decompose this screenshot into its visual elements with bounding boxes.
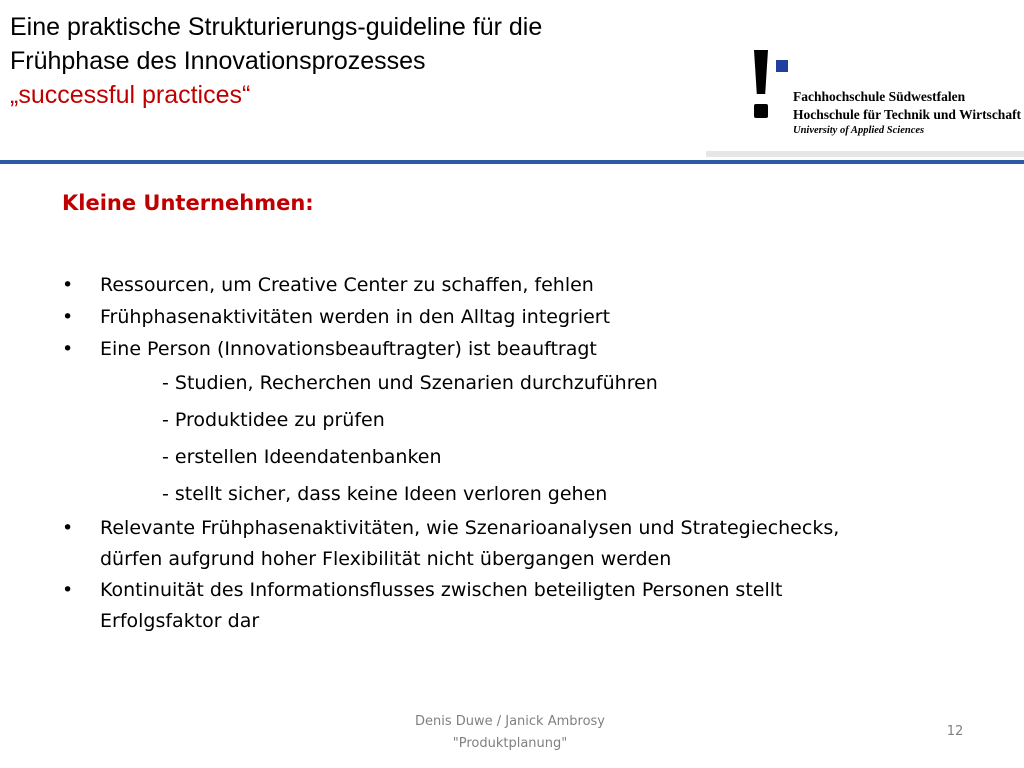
university-logo-text	[793, 88, 1024, 138]
list-item: • Ressourcen, um Creative Center zu schaffen, fehlen	[62, 269, 962, 301]
sub-list-item: - stellt sicher, dass keine Ideen verloren gehen	[162, 483, 608, 505]
footer-subject-line: "Produktplanung"	[452, 736, 568, 751]
slide-title	[10, 10, 710, 112]
sub-list-item: - Produktidee zu prüfen	[162, 409, 385, 431]
sub-list-item: - Studien, Recherchen und Szenarien durchzuführen	[162, 372, 658, 394]
list-item: • Eine Person (Innovationsbeauftragter) ist beauftragt	[62, 333, 962, 365]
slide-body	[62, 189, 962, 637]
university-logo-square-icon	[776, 60, 788, 72]
list-item: • Relevante Frühphasenaktivitäten, wie Szenarioanalysen und Strategiechecks,	[62, 513, 962, 544]
footer-authors-line: Denis Duwe / Janick Ambrosy	[414, 714, 606, 729]
footer-authors	[380, 711, 640, 755]
list-item: • Kontinuität des Informationsflusses zwischen beteiligten Personen stellt	[62, 575, 962, 606]
logo-line-3: University of Applied Sciences	[793, 125, 925, 136]
bullet-list	[62, 269, 962, 637]
logo-line-2: Hochschule für Technik und Wirtschaft	[793, 107, 1022, 122]
title-line-3: „successful practices“	[10, 81, 251, 109]
section-heading: Kleine Unternehmen:	[62, 191, 314, 215]
sub-list-item: - erstellen Ideendatenbanken	[162, 446, 442, 468]
list-item-continuation: dürfen aufgrund hoher Flexibilität nicht übergangen werden	[100, 548, 672, 570]
list-item-continuation: Erfolgsfaktor dar	[100, 610, 260, 632]
header-grey-rule	[706, 151, 1024, 157]
title-line-1: Eine praktische Strukturierungs-guideline für die	[10, 13, 543, 41]
university-logo-exclamation-icon	[754, 50, 768, 118]
list-item: • Frühphasenaktivitäten werden in den Alltag integriert	[62, 301, 962, 333]
page-number: 12	[946, 724, 964, 739]
title-line-2: Frühphase des Innovationsprozesses	[10, 47, 426, 75]
logo-line-1: Fachhochschule Südwestfalen	[793, 89, 966, 104]
header-divider	[0, 160, 1024, 164]
